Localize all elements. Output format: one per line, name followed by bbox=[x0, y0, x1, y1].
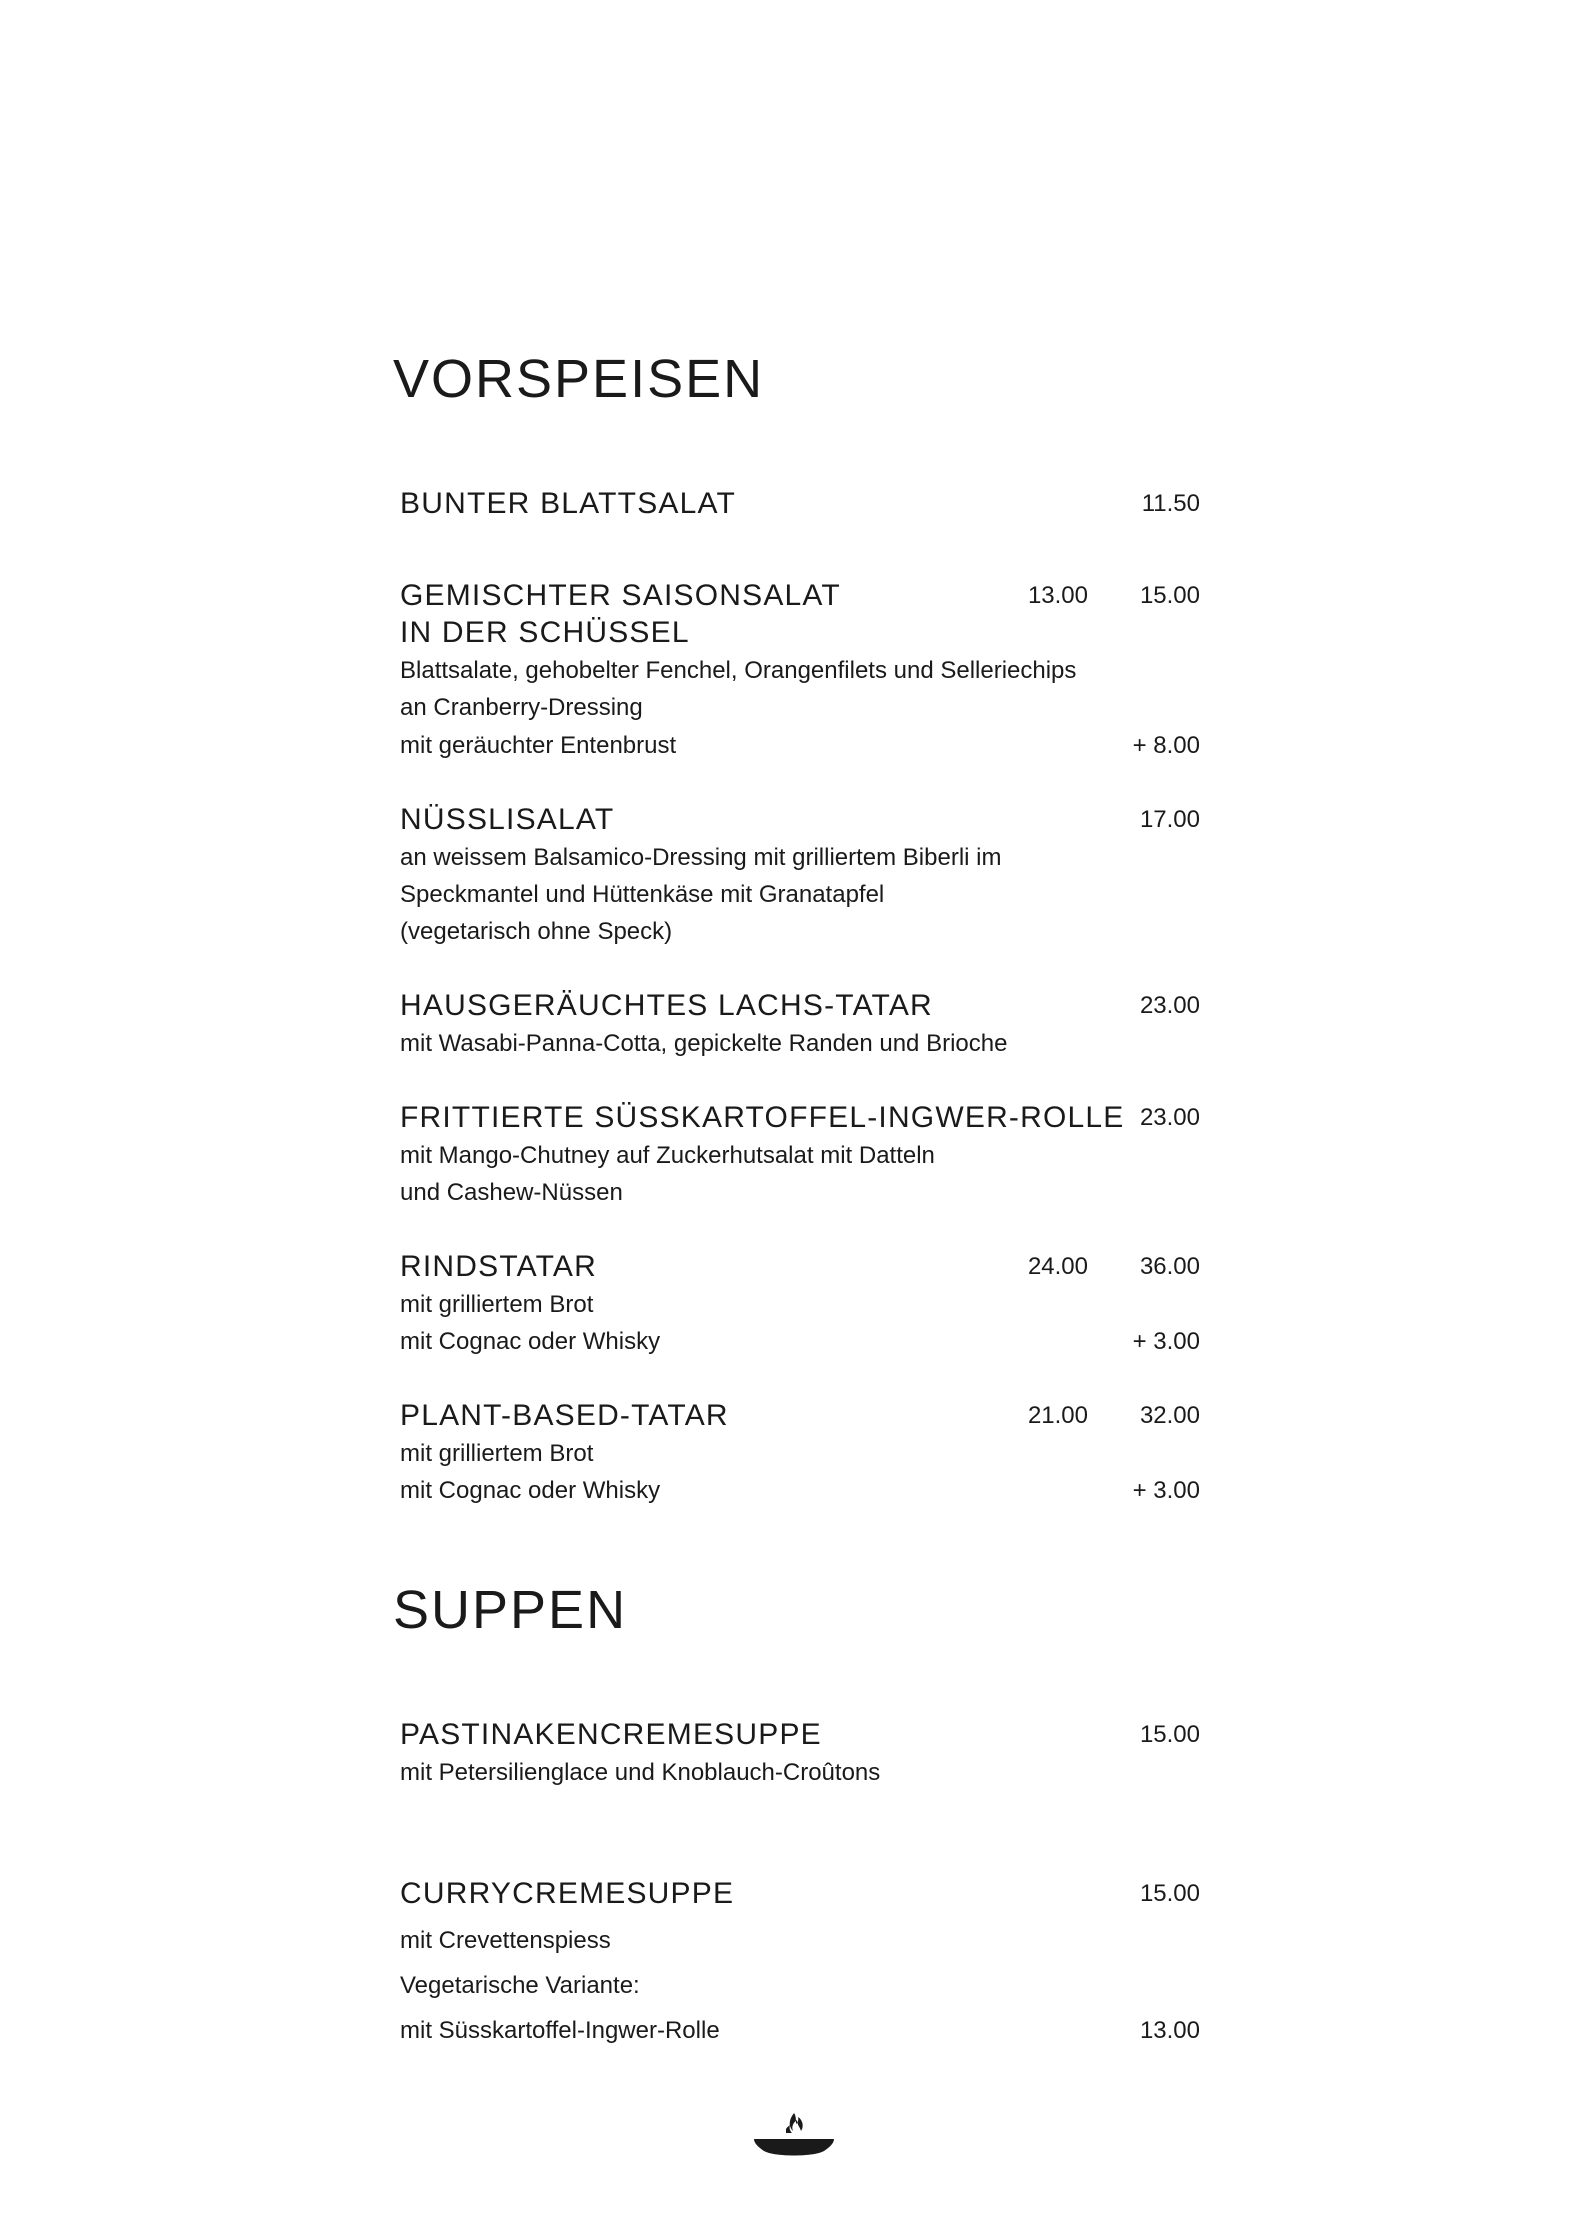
menu-item-extra bbox=[400, 728, 1200, 764]
menu-item-desc-line: an Cranberry-Dressing bbox=[400, 694, 643, 721]
menu-item-name: NÜSSLISALAT bbox=[400, 803, 615, 836]
menu-item-extra bbox=[400, 1324, 1200, 1360]
menu-item-price: 17.00 bbox=[1139, 806, 1200, 833]
menu-item-currycremesuppe bbox=[400, 1876, 1200, 1912]
menu-item-price: 15.00 bbox=[1139, 582, 1200, 609]
menu-item-price-small: 24.00 bbox=[1027, 1253, 1088, 1280]
menu-item-description bbox=[400, 1287, 1200, 1323]
menu-item-name: PASTINAKENCREMESUPPE bbox=[400, 1718, 822, 1751]
menu-item-name: CURRYCREMESUPPE bbox=[400, 1877, 735, 1910]
menu-item-desc-line: mit grilliertem Brot bbox=[400, 1291, 594, 1318]
menu-item-description bbox=[400, 840, 1200, 876]
menu-item-description bbox=[400, 1968, 1200, 2004]
menu-item-rindstatar bbox=[400, 1249, 1200, 1285]
menu-item-extra bbox=[400, 2013, 1200, 2049]
menu-item-extra-label: mit geräuchter Entenbrust bbox=[400, 732, 677, 759]
menu-item-description bbox=[400, 1755, 1200, 1791]
menu-item-extra-price: + 3.00 bbox=[1132, 1477, 1200, 1504]
menu-item-extra-price: + 8.00 bbox=[1132, 732, 1200, 759]
menu-item-desc-line: Speckmantel und Hüttenkäse mit Granatapfel bbox=[400, 881, 885, 908]
menu-item-price: 11.50 bbox=[1141, 490, 1200, 517]
menu-item-description bbox=[400, 1026, 1200, 1062]
menu-item-price: 36.00 bbox=[1139, 1253, 1200, 1280]
menu-item-name: GEMISCHTER SAISONSALAT bbox=[400, 579, 841, 612]
menu-item-desc-line: Blattsalate, gehobelter Fenchel, Orangenfilets und Selleriechips bbox=[400, 657, 1077, 684]
menu-item-name-line bbox=[400, 615, 1200, 651]
menu-item-pastinakencremesuppe bbox=[400, 1717, 1200, 1753]
menu-item-desc-line: (vegetarisch ohne Speck) bbox=[400, 918, 673, 945]
menu-item-name: IN DER SCHÜSSEL bbox=[400, 616, 690, 649]
menu-item-name: RINDSTATAR bbox=[400, 1250, 597, 1283]
menu-item-price: 15.00 bbox=[1139, 1721, 1200, 1748]
menu-item-description bbox=[400, 914, 1200, 950]
menu-item-name: BUNTER BLATTSALAT bbox=[400, 487, 737, 520]
menu-item-bunter-blattsalat bbox=[400, 486, 1200, 522]
menu-item-extra-price: + 3.00 bbox=[1132, 1328, 1200, 1355]
menu-item-price: 23.00 bbox=[1139, 992, 1200, 1019]
menu-item-suesskartoffel-rolle bbox=[400, 1100, 1200, 1136]
menu-item-price-small: 21.00 bbox=[1027, 1402, 1088, 1429]
menu-item-extra-label: mit Cognac oder Whisky bbox=[400, 1477, 661, 1504]
menu-item-desc-line: mit Crevettenspiess bbox=[400, 1927, 611, 1954]
menu-item-name: PLANT-BASED-TATAR bbox=[400, 1399, 729, 1432]
menu-item-price: 32.00 bbox=[1139, 1402, 1200, 1429]
menu-item-desc-line: und Cashew-Nüssen bbox=[400, 1179, 623, 1206]
menu-item-description bbox=[400, 1923, 1200, 1959]
section-title-vorspeisen: VORSPEISEN bbox=[393, 349, 765, 409]
menu-item-desc-line: mit Petersilienglace und Knoblauch-Croûtons bbox=[400, 1759, 881, 1786]
menu-item-description bbox=[400, 1175, 1200, 1211]
menu-item-lachs-tatar bbox=[400, 988, 1200, 1024]
menu-item-extra-label: mit Cognac oder Whisky bbox=[400, 1328, 661, 1355]
menu-item-gemischter-saisonsalat bbox=[400, 578, 1200, 614]
menu-item-price-small: 13.00 bbox=[1027, 582, 1088, 609]
menu-item-nuesslisalat bbox=[400, 802, 1200, 838]
section-title-suppen: SUPPEN bbox=[393, 1580, 628, 1640]
menu-item-name: HAUSGERÄUCHTES LACHS-TATAR bbox=[400, 989, 933, 1022]
menu-item-desc-line: mit Wasabi-Panna-Cotta, gepickelte Randen und Brioche bbox=[400, 1030, 1008, 1057]
flame-bowl-icon bbox=[752, 2107, 836, 2167]
menu-item-extra bbox=[400, 1473, 1200, 1509]
menu-item-desc-line: mit Mango-Chutney auf Zuckerhutsalat mit Datteln bbox=[400, 1142, 935, 1169]
menu-item-description bbox=[400, 877, 1200, 913]
menu-item-plant-based-tatar bbox=[400, 1398, 1200, 1434]
menu-item-description bbox=[400, 690, 1200, 726]
menu-item-price: 23.00 bbox=[1139, 1104, 1200, 1131]
menu-item-price: 15.00 bbox=[1139, 1880, 1200, 1907]
menu-item-desc-line: an weissem Balsamico-Dressing mit grilliertem Biberli im bbox=[400, 844, 1002, 871]
menu-item-extra-label: mit Süsskartoffel-Ingwer-Rolle bbox=[400, 2017, 720, 2044]
menu-item-description bbox=[400, 653, 1200, 689]
menu-item-desc-line: Vegetarische Variante: bbox=[400, 1972, 640, 1999]
menu-item-name: FRITTIERTE SÜSSKARTOFFEL-INGWER-ROLLE bbox=[400, 1101, 1125, 1134]
menu-item-desc-line: mit grilliertem Brot bbox=[400, 1440, 594, 1467]
menu-item-extra-price: 13.00 bbox=[1139, 2017, 1200, 2044]
menu-item-description bbox=[400, 1138, 1200, 1174]
menu-item-description bbox=[400, 1436, 1200, 1472]
